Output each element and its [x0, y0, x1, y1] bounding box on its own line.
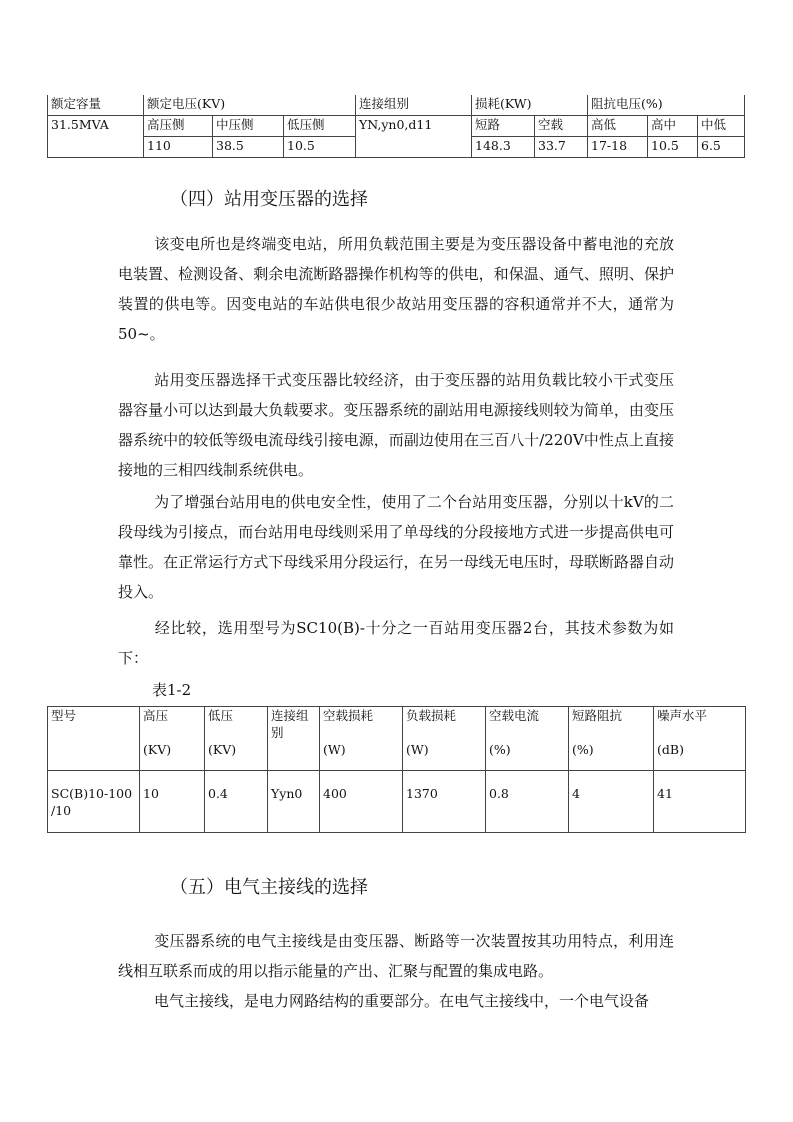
header-short-circuit-impedance: 短路阻抗 (%) [569, 707, 654, 771]
cell-connection-group: Yyn0 [268, 771, 320, 833]
section5-paragraph-2: 电气主接线，是电力网路结构的重要部分。在电气主接线中，一个电气设备 [154, 992, 650, 1010]
section4-paragraph-3: 为了增强台站用电的供电安全性，使用了二个台站用变压器，分别以十kV的二段母线为引接点，而台站用电母线则采用了单母线的分段接地方式进一步提高供电可靠性。在正常运行方式下母线采用分段运行，在另一母线无电压时，母联断路器自动投入。 [118, 493, 674, 601]
cell-low-voltage: 0.4 [205, 771, 268, 833]
section4-paragraph-4: 经比较，选用型号为SC10(B)-十分之一百站用变压器2台，其技术参数为如下： [118, 619, 674, 667]
table-caption: 表1-2 [152, 681, 192, 699]
header-load-loss: 负载损耗 (W) [403, 707, 486, 771]
header-model: 型号 [48, 707, 140, 771]
header-connection: 连接组别 [356, 95, 472, 116]
cell-load-loss: 1370 [403, 771, 486, 833]
value-lv: 10.5 [284, 137, 356, 158]
header-loss: 损耗(KW) [472, 95, 588, 116]
value-mid-low: 6.5 [698, 137, 745, 158]
section5-paragraph-1: 变压器系统的电气主接线是由变压器、断路等一次装置按其功用特点，利用连线相互联系而成的用以指示能量的产出、汇聚与配置的集成电路。 [118, 932, 674, 980]
section4-heading: （四）站用变压器的选择 [170, 189, 368, 210]
cell-noise-level: 41 [654, 771, 746, 833]
value-short-circuit: 148.3 [472, 137, 535, 158]
label-high-low: 高低 [588, 116, 648, 137]
station-transformer-table [47, 706, 746, 833]
cell-no-load-current: 0.8 [486, 771, 569, 833]
header-connection-group: 连接组别 [268, 707, 320, 771]
section4-paragraph-2: 站用变压器选择干式变压器比较经济，由于变压器的站用负载比较小干式变压器容量小可以达到最大负载要求。变压器系统的副站用电源接线则较为简单，由变压器系统中的较低等级电流母线引接电源，而副边使用在三百八十/220V中性点上直接接地的三相四线制系统供电。 [118, 371, 674, 479]
label-high-mid: 高中 [648, 116, 698, 137]
value-mv: 38.5 [213, 137, 284, 158]
section5-heading: （五）电气主接线的选择 [170, 877, 368, 898]
label-no-load: 空载 [535, 116, 588, 137]
header-noise-level: 噪声水平 (dB) [654, 707, 746, 771]
cell-model: SC(B)10-100 /10 [48, 771, 140, 833]
label-lv: 低压侧 [284, 116, 356, 137]
cell-high-voltage: 10 [140, 771, 205, 833]
label-mid-low: 中低 [698, 116, 745, 137]
label-hv: 高压侧 [144, 116, 213, 137]
label-mv: 中压侧 [213, 116, 284, 137]
header-impedance: 阻抗电压(%) [588, 95, 745, 116]
cell-connection: YN,yn0,d11 [356, 116, 472, 158]
cell-no-load-loss: 400 [320, 771, 403, 833]
header-voltage: 额定电压(KV) [144, 95, 356, 116]
header-no-load-loss: 空载损耗 (W) [320, 707, 403, 771]
value-high-mid: 10.5 [648, 137, 698, 158]
header-capacity: 额定容量 [48, 95, 144, 116]
cell-capacity: 31.5MVA [48, 116, 144, 158]
section4-paragraph-1: 该变电所也是终端变电站，所用负载范围主要是为变压器设备中蓄电池的充放电装置、检测设备、剩余电流断路器操作机构等的供电，和保温、通气、照明、保护装置的供电等。因变电站的车站供电很少故站用变压器的容积通常并不大，通常为50~。 [118, 235, 674, 343]
value-high-low: 17-18 [588, 137, 648, 158]
header-high-voltage: 高压 (KV) [140, 707, 205, 771]
header-no-load-current: 空载电流 (%) [486, 707, 569, 771]
header-low-voltage: 低压 (KV) [205, 707, 268, 771]
value-hv: 110 [144, 137, 213, 158]
value-no-load: 33.7 [535, 137, 588, 158]
label-short-circuit: 短路 [472, 116, 535, 137]
cell-short-circuit-impedance: 4 [569, 771, 654, 833]
transformer-spec-table [47, 95, 745, 158]
